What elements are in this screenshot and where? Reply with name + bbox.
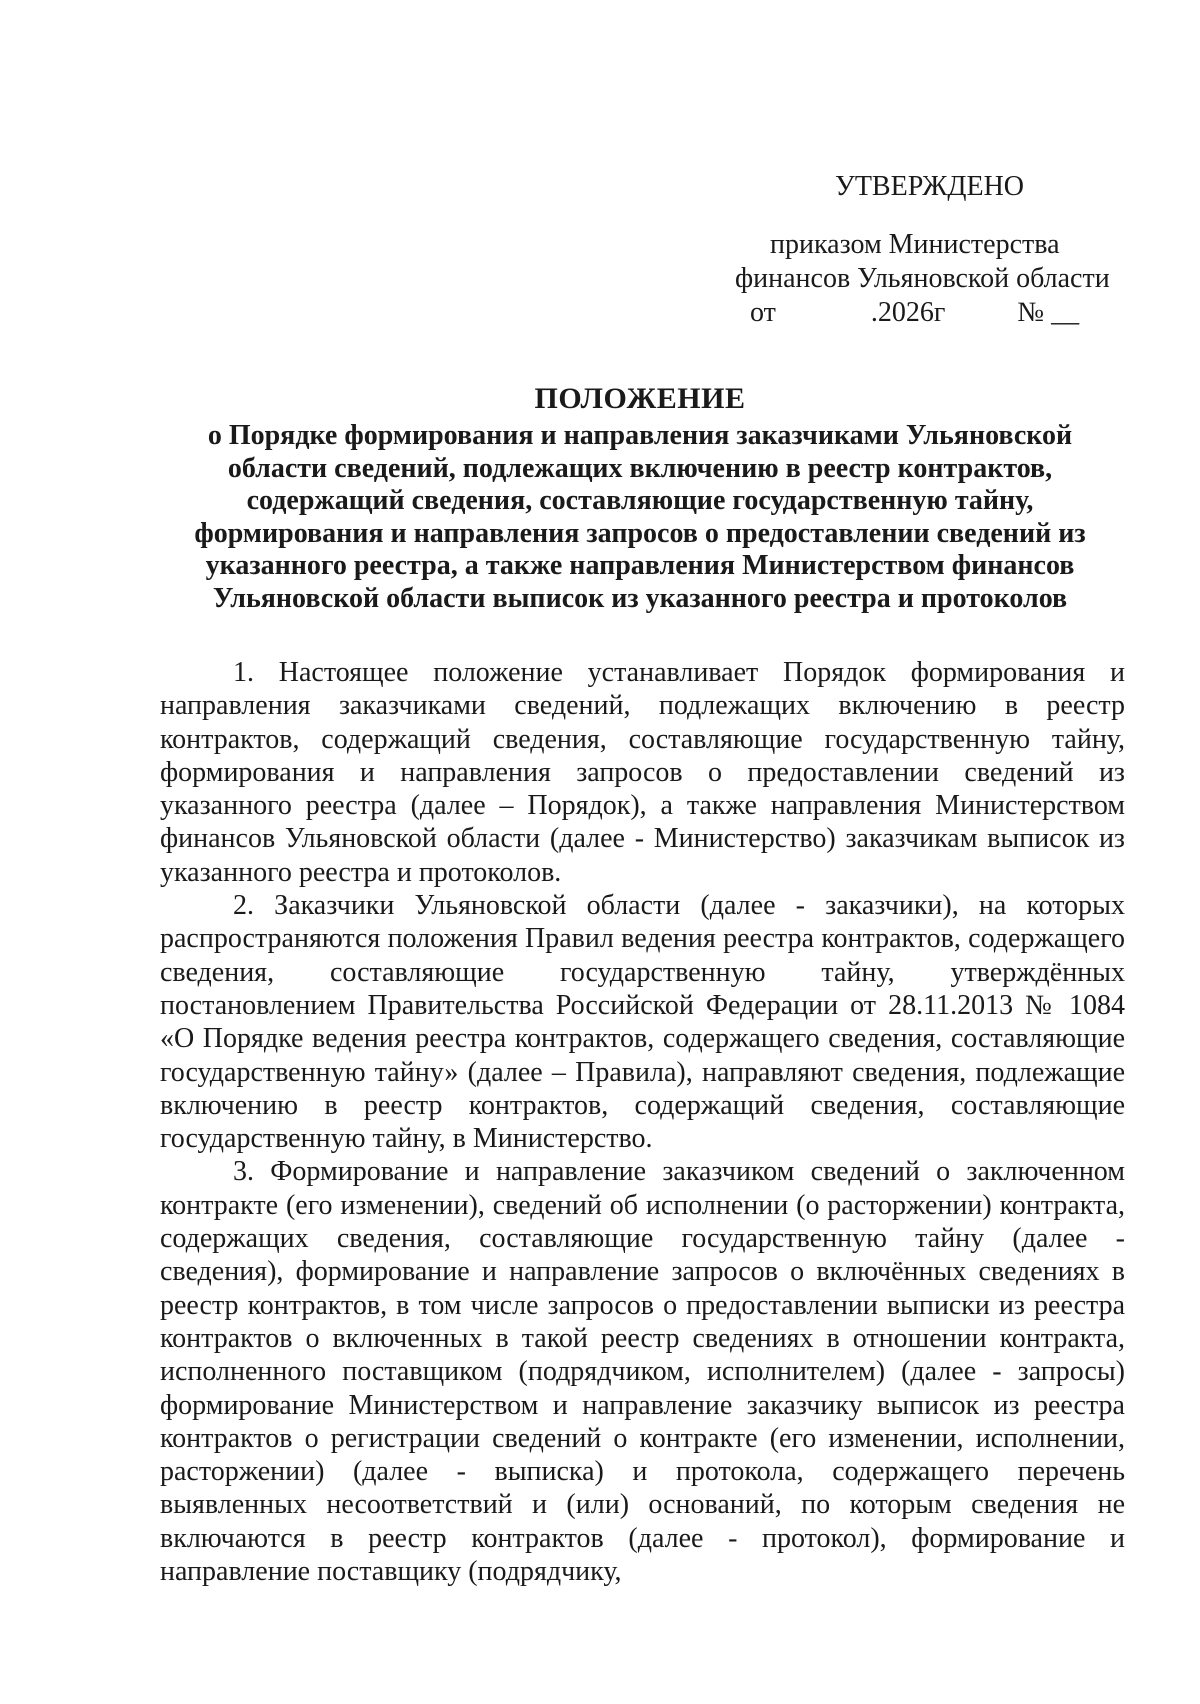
approval-date-year: .2026г [870,297,946,328]
approval-title: УТВЕРЖДЕНО [835,171,1025,202]
document-subtitle: о Порядке формирования и направления заказчиками Ульяновской области сведений, подлежащих включению в реестр контрактов, содержащий сведения, составляющие государственную тайну, формирования и направления запросов о предоставлении сведений из указанного реестра, а также направления Министерством финансов Ульяновской области выписок из указанного реестра и протоколов [194,420,1086,614]
paragraph-1: 1. Настоящее положение устанавливает Порядок формирования и направления заказчиками сведений, подлежащих включению в реестр контрактов, содержащий сведения, составляющие государственную тайну, формирования и направления запросов о предоставлении сведений из указанного реестра (далее – Порядок), а также направления Министерством финансов Ульяновской области (далее - Министерство) заказчикам выписок из указанного реестра и протоколов. [160,657,1125,888]
approval-order-line: приказом Министерства [770,229,1060,260]
document-heading [160,380,1120,615]
approval-number: № __ [1017,297,1080,328]
approval-ministry-line: финансов Ульяновской области [735,263,1110,294]
paragraph-2: 2. Заказчики Ульяновской области (далее - заказчики), на которых распространяются положения Правил ведения реестра контрактов, содержащего сведения, составляющие государственную тайну, утверждённых постановлением Правительства Российской Федерации от 28.11.2013 № 1084 «О Порядке ведения реестра контрактов, содержащего сведения, составляющие государственную тайну» (далее – Правила), направляют сведения, подлежащие включению в реестр контрактов, содержащий сведения, составляющие государственную тайну, в Министерство. [160,890,1125,1155]
document-title: ПОЛОЖЕНИЕ [534,382,746,415]
paragraph-3: 3. Формирование и направление заказчиком сведений о заключенном контракте (его изменении), сведений об исполнении (о расторжении) контракта, содержащих сведения, составляющие государственную тайну (далее - сведения), формирование и направление запросов о включённых сведениях в реестр контрактов, в том числе запросов о предоставлении выписки из реестра контрактов о включенных в такой реестр сведениях в отношении контракта, исполненного поставщиком (подрядчиком, исполнителем) (далее - запросы) формирование Министерством и направление заказчику выписок из реестра контрактов о регистрации сведений о контракте (его изменении, исполнении, расторжении) (далее - выписка) и протокола, содержащего перечень выявленных несоответствий и (или) оснований, по которым сведения не включаются в реестр контрактов (далее - протокол), формирование и направление поставщику (подрядчику, [160,1156,1125,1588]
approval-date-line [750,296,1079,330]
approval-date-prefix: от [750,297,776,328]
document-body [160,656,1125,1588]
